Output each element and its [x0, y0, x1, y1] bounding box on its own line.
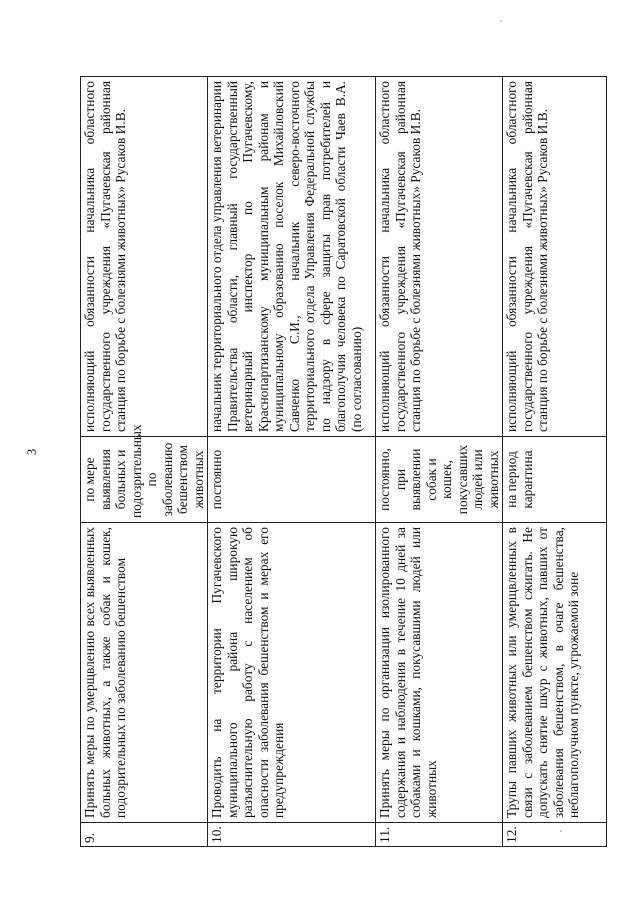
term-text: на период карантина [503, 437, 607, 523]
term-text: постоянно, при выявлении собак и кошек, покусавших людей или животных [376, 437, 503, 523]
term-text: по мере выявления больных и подозрительных по заболеванию бешенством животных [81, 437, 208, 523]
measure-text: Принять меры по организации изолированного содержания и наблюдения в течение 10 дней за собаками и кошками, покусавшими людей или животных [376, 523, 503, 823]
responsible-text: исполняющий обязанности начальника областного государственного учреждения «Пугачевская районная станция по борьбе с болезнями животных» Русаков И.В. [376, 77, 503, 437]
row-number: 9. [81, 823, 208, 847]
page-number: 3 [24, 448, 39, 456]
table-row [208, 77, 376, 847]
responsible-text: исполняющий обязанности начальника областного государственного учреждения «Пугачевская районная станция по борьбе с болезнями животных» Русаков И.В. [81, 77, 208, 437]
scan-speck [560, 830, 562, 832]
rotated-table-container [80, 77, 580, 847]
measure-text: Трупы павших животных или умерщвленных в связи с заболеванием бешенством сжигать. Не допускать снятие шкур с животных, павших от заболевания бешенством, в очаге бешенства, неблагополучном пункте, угрожаемой зоне [503, 523, 607, 823]
row-number: 10. [208, 823, 376, 847]
table-row [81, 77, 208, 847]
term-text: постоянно [208, 437, 376, 523]
measures-table [80, 76, 607, 847]
scan-speck [500, 20, 502, 22]
measure-text: Принять меры по умерщвлению всех выявленных больных животных, а также собак и кошек, подозрительных по заболеванию бешенством [81, 523, 208, 823]
responsible-text: исполняющий обязанности начальника областного государственного учреждения «Пугачевская районная станция по борьбе с болезнями животных» Русаков И.В. [503, 77, 607, 437]
row-number: 12. [503, 823, 607, 847]
table-row [376, 77, 503, 847]
table-row [503, 77, 607, 847]
responsible-text: начальник территориального отдела управления ветеринарии Правительства области, главный государственный ветеринарный инспектор по Пугачевскому, Краснопартизанскому муниципальным районам и муниципальному образованию поселок Михайловский Савченко С.И., начальник северо-восточного территориального отдела Управления Федеральной службы по надзору в сфере защиты прав потребителей и благополучия человека по Саратовской области Чаев В.А. (по согласованию) [208, 77, 376, 437]
measure-text: Проводить на территории Пугачевского муниципального района широкую разъяснительную работу с населением об опасности заболевания бешенством и мерах его предупреждения [208, 523, 376, 823]
row-number: 11. [376, 823, 503, 847]
